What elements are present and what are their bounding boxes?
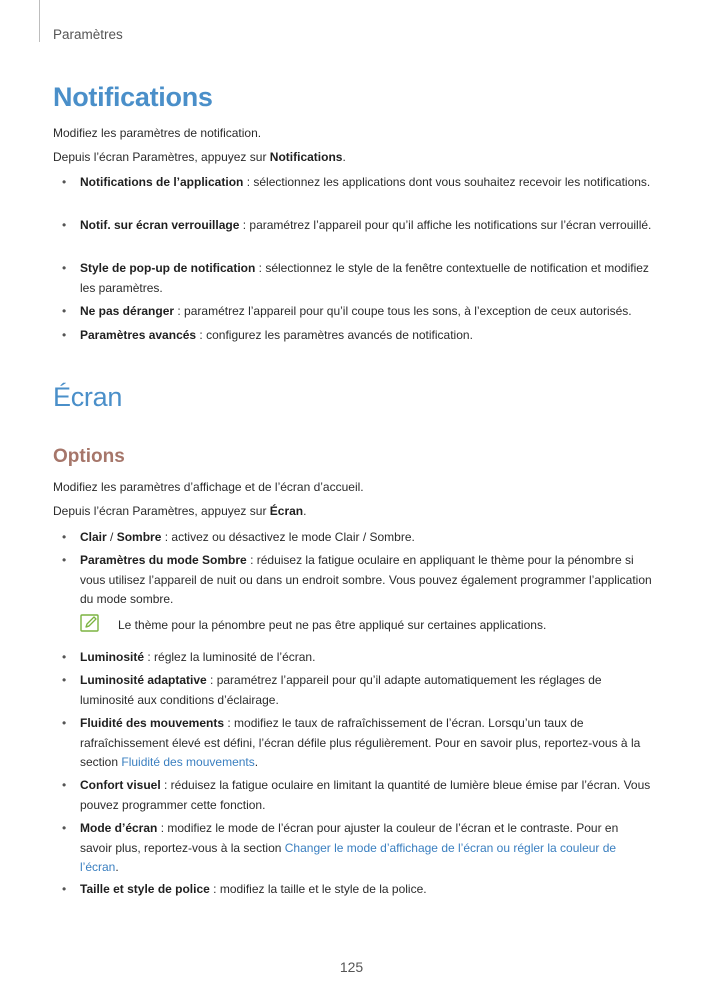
bullet-dot: • <box>62 650 67 664</box>
list-item: • Style de pop-up de notification : sélectionnez le style de la fenêtre contextuelle de notification et modifiez les paramètres. <box>62 261 649 295</box>
section-title-notifications: Notifications <box>53 82 213 112</box>
note-box <box>80 612 640 638</box>
note-text: Le thème pour la pénombre peut ne pas être appliqué sur certaines applications. <box>118 618 547 632</box>
ecran-intro: Modifiez les paramètres d’affichage et de l’écran d’accueil. <box>53 480 364 494</box>
list-item: • Paramètres avancés : configurez les paramètres avancés de notification. <box>62 326 652 346</box>
page-number: 125 <box>339 959 364 975</box>
bullet-dot: • <box>62 553 67 567</box>
list-item: • Clair / Sombre : activez ou désactivez le mode Clair / Sombre. <box>62 528 652 548</box>
list-item: • Mode d’écran : modifiez le mode de l’écran pour ajuster la couleur de l’écran et le contraste. Pour en savoir plus, reportez-vous à la section Changer le mode d’affichage de l’écran ou régler la couleur de l’écran. <box>62 821 619 874</box>
running-header: Paramètres <box>53 27 123 42</box>
bullet-dot: • <box>62 716 67 730</box>
list-item: • Luminosité : réglez la luminosité de l’écran. <box>62 648 652 668</box>
list-item: • Fluidité des mouvements : modifiez le taux de rafraîchissement de l’écran. Lorsqu’un taux de rafraîchissement élevé est défini, l’écran défile plus régulièrement. Pour en savoir plus, reportez-vous à la section Fluidité des mouvements. <box>62 716 641 769</box>
bullet-dot: • <box>62 673 67 687</box>
link-fluidite[interactable]: Fluidité des mouvements <box>121 755 255 769</box>
bullet-dot: • <box>62 821 67 835</box>
list-item: • Taille et style de police : modifiez la taille et le style de la police. <box>62 880 652 900</box>
list-item: • Notifications de l’application : sélectionnez les applications dont vous souhaitez recevoir les notifications. <box>62 173 652 193</box>
subsection-title-options: Options <box>53 446 125 467</box>
list-item: • Ne pas déranger : paramétrez l’appareil pour qu’il coupe tous les sons, à l’exception de ceux autorisés. <box>62 302 652 322</box>
ecran-path: Depuis l’écran Paramètres, appuyez sur Écran. <box>53 504 307 518</box>
bullet-dot: • <box>62 261 67 275</box>
list-item: • Paramètres du mode Sombre : réduisez la fatigue oculaire en appliquant le thème pour la pénombre si vous utilisez l’appareil de nuit ou dans un endroit sombre. Vous pouvez également programmer l’application du mode sombre. <box>62 553 652 606</box>
bullet-dot: • <box>62 328 67 342</box>
section-title-ecran: Écran <box>53 382 123 412</box>
link-mode-ecran[interactable]: Changer le mode d’affichage de l’écran ou régler la couleur de l’écran <box>80 840 617 874</box>
bullet-dot: • <box>62 882 67 896</box>
note-pencil-icon <box>80 614 100 632</box>
bullet-dot: • <box>62 778 67 792</box>
bullet-dot: • <box>62 304 67 318</box>
list-item: • Confort visuel : réduisez la fatigue oculaire en limitant la quantité de lumière bleue émise par l’écran. Vous pouvez programmer cette fonction. <box>62 778 651 812</box>
bullet-dot: • <box>62 218 67 232</box>
notifications-path: Depuis l’écran Paramètres, appuyez sur Notifications. <box>53 150 346 164</box>
list-item: • Notif. sur écran verrouillage : paramétrez l’appareil pour qu’il affiche les notifications sur l’écran verrouillé. <box>62 216 652 236</box>
notifications-intro: Modifiez les paramètres de notification. <box>53 126 262 140</box>
list-item: • Luminosité adaptative : paramétrez l’appareil pour qu’il adapte automatiquement les réglages de luminosité aux conditions d’éclairage. <box>62 673 602 707</box>
bullet-dot: • <box>62 175 67 189</box>
header-rule <box>39 0 40 42</box>
bullet-dot: • <box>62 530 67 544</box>
